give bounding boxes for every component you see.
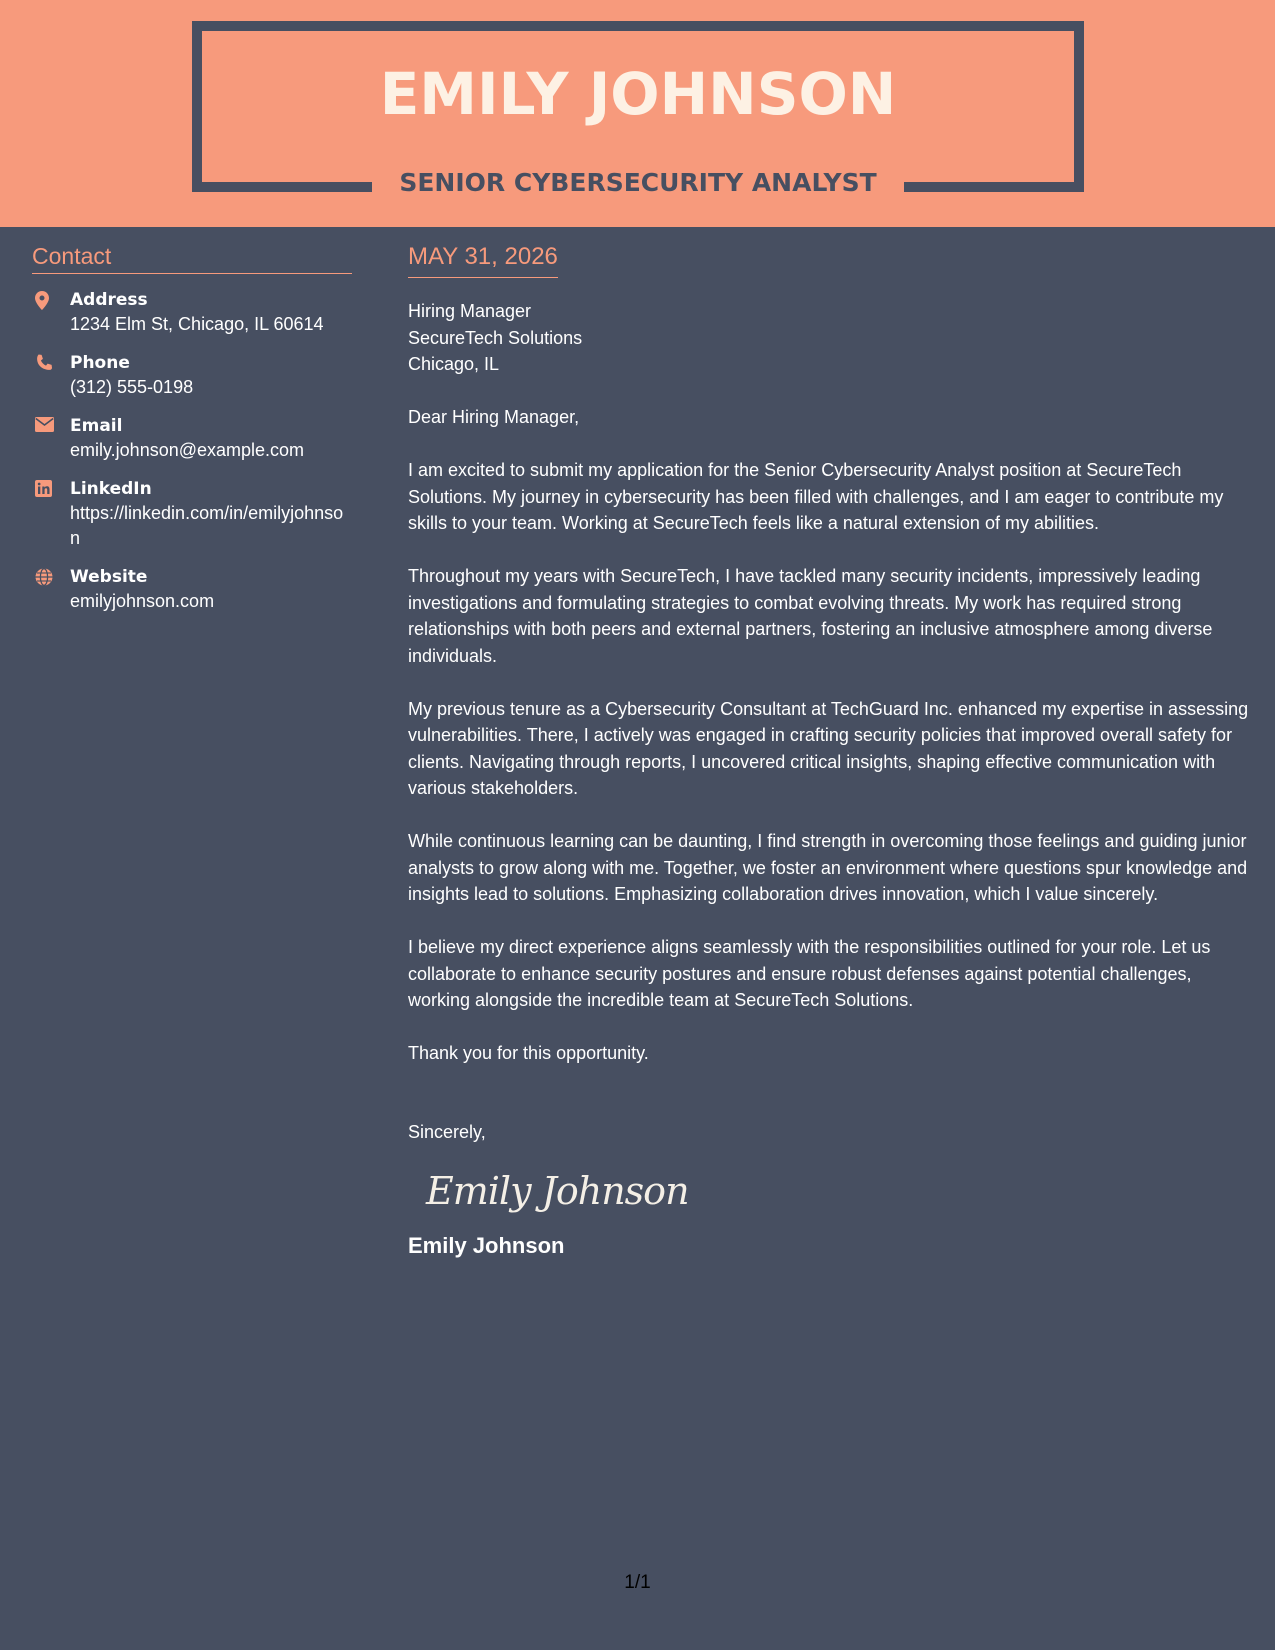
website-value[interactable]: emilyjohnson.com	[70, 591, 215, 611]
header-frame-bottom-left	[192, 182, 372, 192]
contact-item-linkedin	[32, 477, 352, 551]
linkedin-value[interactable]: https://linkedin.com/in/emilyjohnson	[70, 503, 344, 548]
applicant-name: EMILY JOHNSON	[379, 60, 897, 128]
body-paragraph: I am excited to submit my application for the Senior Cybersecurity Analyst position at SecureTech Solutions. My journey in cybersecurity has been filled with challenges, and I am eager to contribute my skills to your team. Working at SecureTech feels like a natural extension of my abilities.	[408, 460, 1224, 533]
page-number: 1/1	[624, 1572, 651, 1593]
header-frame-bottom-right	[904, 182, 1084, 192]
closing: Sincerely,	[408, 1121, 486, 1142]
contact-label: Email	[70, 416, 123, 436]
salutation: Dear Hiring Manager,	[408, 407, 580, 427]
contact-item-email	[32, 414, 352, 463]
recipient-line: SecureTech Solutions	[408, 327, 583, 348]
letter-body	[408, 243, 1253, 1259]
email-value[interactable]: emily.johnson@example.com	[70, 440, 305, 460]
phone-icon	[32, 351, 70, 372]
signer-name: Emily Johnson	[408, 1233, 565, 1258]
body-paragraph: My previous tenure as a Cybersecurity Consultant at TechGuard Inc. enhanced my expertise in assessing vulnerabilities. There, I actively was engaged in crafting security policies that improved overall safety for clients. Navigating through reports, I uncovered critical insights, shaping effective communication with various stakeholders.	[408, 698, 1249, 798]
linkedin-icon	[32, 477, 70, 497]
recipient-block	[408, 298, 1253, 378]
body-paragraph: I believe my direct experience aligns seamlessly with the responsibilities outlined for your role. Let us collaborate to enhance security postures and ensure robust defenses against potential challenges, working alongside the incredible team at SecureTech Solutions.	[408, 937, 1211, 1010]
contact-label: Website	[70, 567, 148, 587]
map-pin-icon	[32, 288, 70, 310]
letter-date: MAY 31, 2026	[408, 243, 558, 278]
contact-sidebar	[32, 243, 352, 628]
handwritten-signature: Emily Johnson	[426, 1169, 689, 1213]
recipient-line: Hiring Manager	[408, 301, 532, 321]
contact-heading: Contact	[32, 243, 352, 274]
contact-item-address	[32, 288, 352, 337]
body-paragraph: Thank you for this opportunity.	[408, 1043, 649, 1063]
contact-item-phone	[32, 351, 352, 400]
contact-label: LinkedIn	[70, 479, 152, 499]
body-paragraph: While continuous learning can be daunting, I find strength in overcoming those feelings and guiding junior analysts to grow along with me. Together, we foster an environment where questions spur knowledge and insights lead to solutions. Emphasizing collaboration drives innovation, which I value sincerely.	[408, 831, 1248, 904]
globe-icon	[32, 565, 70, 586]
job-title: SENIOR CYBERSECURITY ANALYST	[399, 168, 877, 197]
phone-value[interactable]: (312) 555-0198	[70, 377, 194, 397]
body-paragraph: Throughout my years with SecureTech, I have tackled many security incidents, impressively leading investigations and formulating strategies to combat evolving threats. My work has required strong relationships with both peers and external partners, fostering an inclusive atmosphere among diverse individuals.	[408, 566, 1213, 666]
header-banner	[0, 0, 1275, 227]
address-value: 1234 Elm St, Chicago, IL 60614	[70, 314, 324, 334]
contact-label: Phone	[70, 353, 130, 373]
envelope-icon	[32, 414, 70, 432]
recipient-line: Chicago, IL	[408, 354, 500, 374]
contact-label: Address	[70, 290, 148, 310]
contact-item-website	[32, 565, 352, 614]
